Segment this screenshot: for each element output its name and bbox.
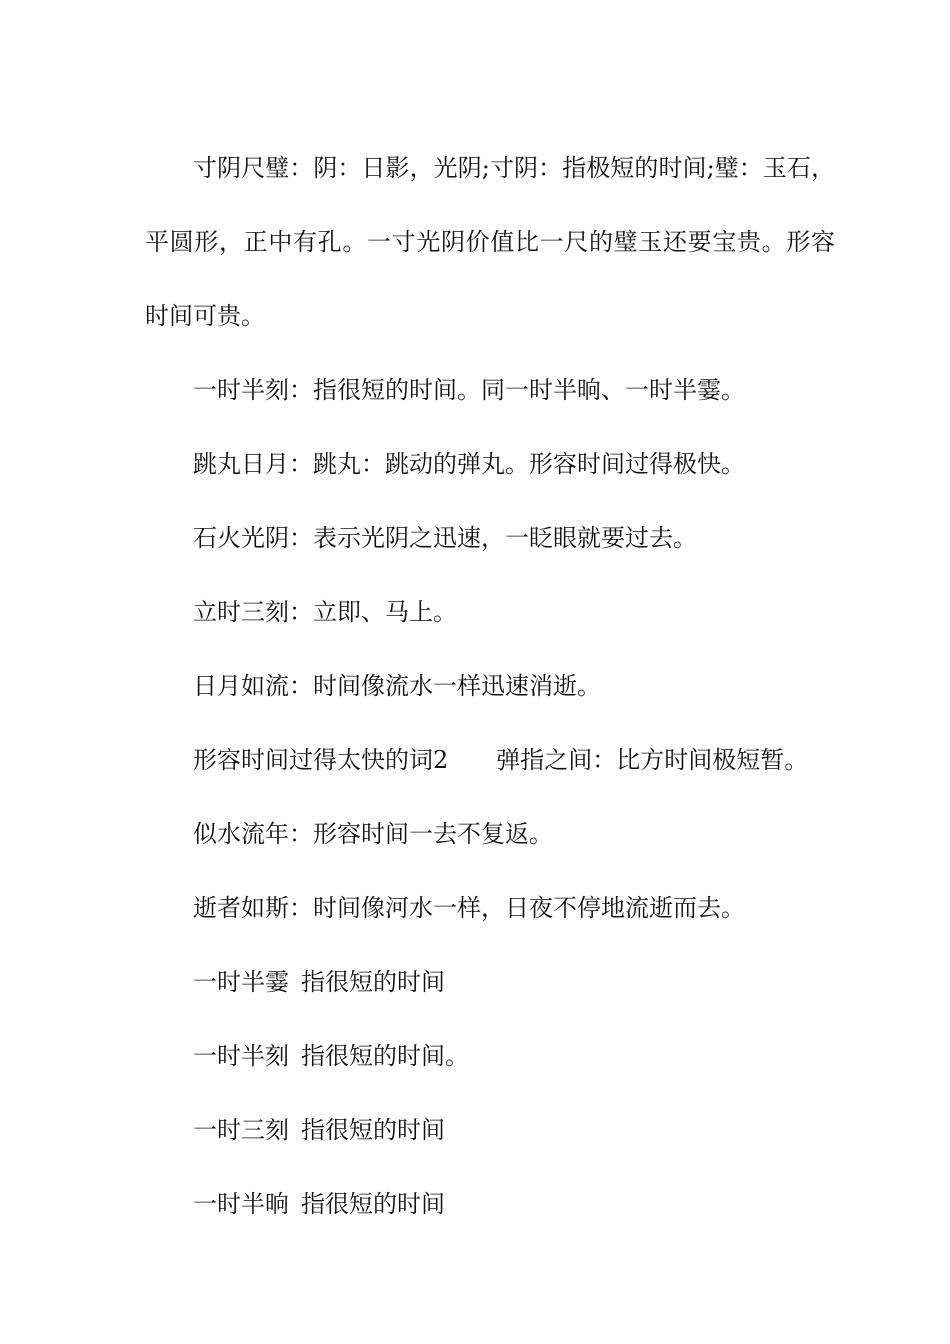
entry-line (145, 1019, 835, 1093)
entry-line (145, 1093, 835, 1167)
entry-term: 一时半晌 (193, 1190, 289, 1218)
entry-meaning: 指很短的时间 (301, 968, 445, 996)
heading-line (145, 723, 835, 797)
paragraph-lishi: 立时三刻：立即、马上。 (193, 598, 457, 626)
paragraph-tanzhi: 弹指之间：比方时间极短暂。 (496, 746, 809, 774)
paragraph-yishibanke: 一时半刻：指很短的时间。同一时半晌、一时半霎。 (193, 376, 745, 404)
paragraph-riyue: 日月如流：时间像流水一样迅速消逝。 (193, 672, 601, 700)
entry-line (145, 1167, 835, 1241)
entry-meaning: 指很短的时间 (301, 1190, 445, 1218)
entry-term: 一时三刻 (193, 1116, 289, 1144)
paragraph-shizhe: 逝者如斯：时间像河水一样，日夜不停地流逝而去。 (193, 894, 745, 922)
paragraph-cunyin: 寸阴尺璧：阴：日影，光阴;寸阴：指极短的时间;璧：玉石，平圆形，正中有孔。一寸光阴价值比一尺的璧玉还要宝贵。形容时间可贵。 (145, 154, 835, 330)
paragraph-sishui: 似水流年：形容时间一去不复返。 (193, 820, 553, 848)
entry-meaning: 指很短的时间。 (301, 1042, 469, 1070)
section-heading: 形容时间过得太快的词2 (193, 746, 449, 774)
paragraph-shihuo: 石火光阴：表示光阴之迅速，一眨眼就要过去。 (193, 524, 697, 552)
entry-term: 一时半霎 (193, 968, 289, 996)
paragraph-tiaowan: 跳丸日月：跳丸：跳动的弹丸。形容时间过得极快。 (193, 450, 745, 478)
entry-meaning: 指很短的时间 (301, 1116, 445, 1144)
entry-line (145, 945, 835, 1019)
document-body (145, 131, 835, 1241)
entry-term: 一时半刻 (193, 1042, 289, 1070)
